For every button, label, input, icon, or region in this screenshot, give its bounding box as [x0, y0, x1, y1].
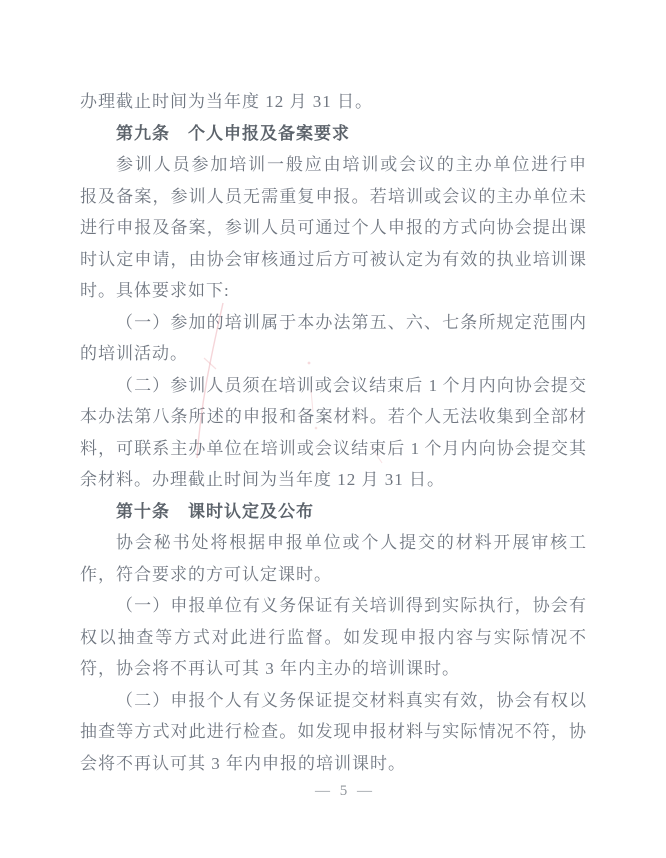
text-line: 符，协会将不再认可其 3 年内主办的培训课时。	[80, 659, 460, 678]
text-line: 余材料。办理截止时间为当年度 12 月 31 日。	[80, 470, 445, 489]
text-line: 参训人员参加培训一般应由培训或会议的主办单位进行申	[116, 155, 586, 174]
text-line: 抽查等方式对此进行检查。如发现申报材料与实际情况不符，协	[80, 722, 586, 741]
text-line: 进行申报及备案，参训人员可通过个人申报的方式向协会提出课	[80, 218, 586, 237]
text-line: 报及备案，参训人员无需重复申报。若培训或会议的主办单位未	[80, 186, 586, 206]
text-line: 的培训活动。	[80, 344, 188, 363]
text-line: 料，可联系主办单位在培训或会议结束后 1 个月内向协会提交其	[80, 438, 586, 458]
document-body	[80, 86, 586, 779]
text-line: 办理截止时间为当年度 12 月 31 日。	[80, 92, 373, 111]
text-line: （二）申报个人有义务保证提交材料真实有效，协会有权以	[116, 690, 586, 710]
text-line: 会将不再认可其 3 年内申报的培训课时。	[80, 753, 406, 773]
text-line: 协会秘书处将根据申报单位或个人提交的材料开展审核工	[116, 533, 586, 552]
text-line: （一）申报单位有义务保证有关培训得到实际执行，协会有	[116, 596, 586, 615]
text-line: （二）参训人员须在培训或会议结束后 1 个月内向协会提交	[116, 375, 586, 395]
text-line: 时。具体要求如下:	[80, 281, 230, 300]
text-line: 时认定申请，由协会审核通过后方可被认定为有效的执业培训课	[80, 249, 586, 269]
text-line: （一）参加的培训属于本办法第五、六、七条所规定范围内	[116, 312, 586, 332]
section-heading: 第十条 课时认定及公布	[116, 501, 314, 521]
section-heading: 第九条 个人申报及备案要求	[116, 123, 350, 143]
text-line: 本办法第八条所述的申报和备案材料。若个人无法收集到全部材	[80, 407, 586, 426]
page-number: — 5 —	[315, 783, 375, 799]
text-line: 权以抽查等方式对此进行监督。如发现申报内容与实际情况不	[80, 627, 586, 647]
text-line: 作，符合要求的方可认定课时。	[80, 564, 332, 584]
